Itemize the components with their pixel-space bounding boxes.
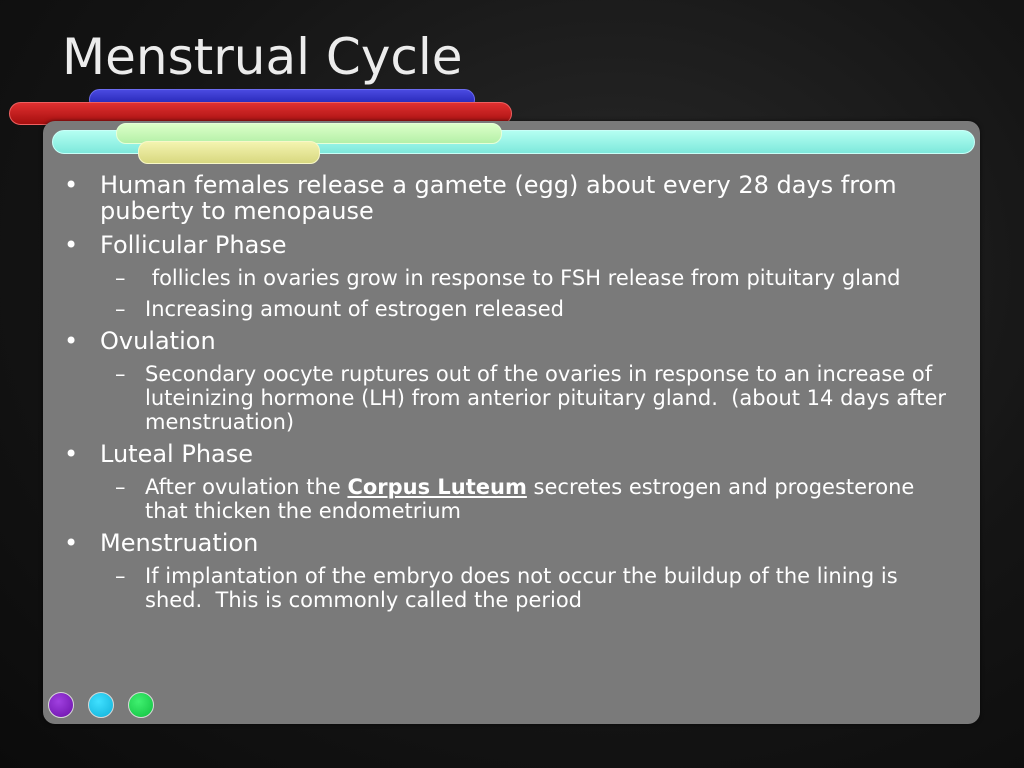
sub-bullet-text: Secondary oocyte ruptures out of the ovaries in response to an increase of luteinizing hormone (LH) from anterior pituitary gland. (about 14 days after menstruation) — [145, 362, 953, 434]
bullet-item — [60, 530, 960, 556]
bullet-glyph: • — [64, 171, 79, 199]
bullet-glyph: • — [64, 327, 79, 355]
sub-bullet-text: If implantation of the embryo does not occur the buildup of the lining is shed. This is commonly called the period — [145, 564, 905, 612]
decorative-yellow-bar — [138, 141, 320, 164]
bullet-list — [60, 172, 960, 619]
decorative-purple-dot — [48, 692, 74, 718]
bullet-text: Ovulation — [100, 327, 216, 355]
bullet-item — [60, 172, 960, 224]
dash-glyph: – — [115, 362, 126, 386]
dash-glyph: – — [115, 564, 126, 588]
sub-bullet-item — [60, 564, 960, 612]
sub-bullet-item — [60, 475, 960, 523]
sub-bullet-text: follicles in ovaries grow in response to FSH release from pituitary gland — [145, 266, 901, 290]
sub-bullet-text-after: secretes estrogen and progesterone that thicken the endometrium — [145, 475, 921, 523]
sub-bullet-text: Increasing amount of estrogen released — [145, 297, 564, 321]
sub-bullet-item — [60, 266, 960, 290]
sub-bullet-item — [60, 297, 960, 321]
bullet-item — [60, 328, 960, 354]
bullet-glyph: • — [64, 440, 79, 468]
dash-glyph: – — [115, 266, 126, 290]
bullet-text: Luteal Phase — [100, 440, 253, 468]
corpus-luteum-term: Corpus Luteum — [347, 475, 527, 499]
bullet-text: Human females release a gamete (egg) about every 28 days from puberty to menopause — [100, 171, 897, 225]
bullet-glyph: • — [64, 529, 79, 557]
bullet-item — [60, 441, 960, 467]
sub-bullet-item — [60, 362, 960, 434]
bullet-glyph: • — [64, 231, 79, 259]
decorative-cyan-dot — [88, 692, 114, 718]
dash-glyph: – — [115, 475, 126, 499]
sub-bullet-text-before: After ovulation the — [145, 475, 348, 499]
bullet-item — [60, 232, 960, 258]
bullet-text: Follicular Phase — [100, 231, 287, 259]
dash-glyph: – — [115, 297, 126, 321]
decorative-green-dot — [128, 692, 154, 718]
slide-title: Menstrual Cycle — [62, 28, 463, 86]
bullet-text: Menstruation — [100, 529, 259, 557]
